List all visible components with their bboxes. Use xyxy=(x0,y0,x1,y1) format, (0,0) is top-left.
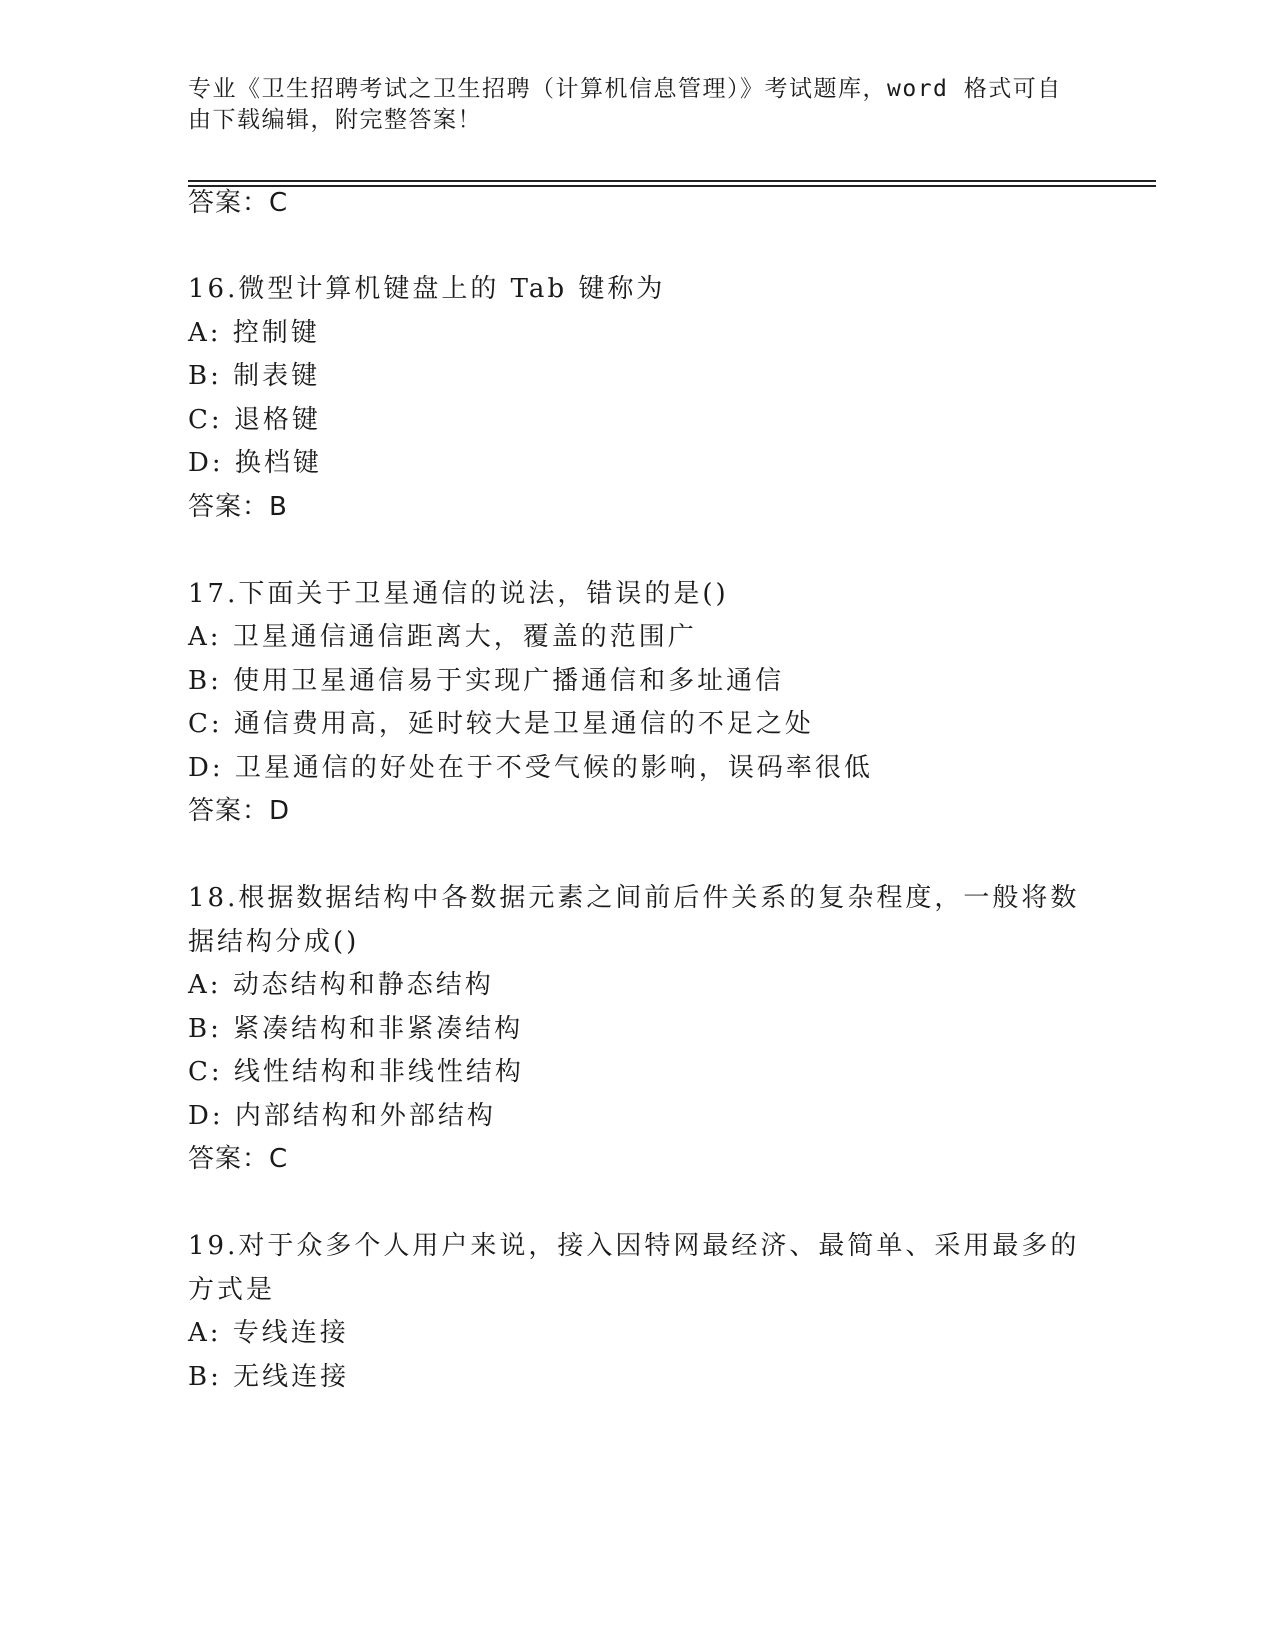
question-19-line-1: 19.对于众多个人用户来说，接入因特网最经济、最简单、采用最多的 xyxy=(188,1231,1080,1261)
q19-option-a: A: 专线连接 xyxy=(188,1318,349,1348)
question-18-line-1: 18.根据数据结构中各数据元素之间前后件关系的复杂程度，一般将数 xyxy=(188,883,1080,913)
header-divider-bottom xyxy=(188,185,1156,187)
q17-option-a: A: 卫星通信通信距离大，覆盖的范围广 xyxy=(188,622,697,652)
q17-option-c: C: 通信费用高，延时较大是卫星通信的不足之处 xyxy=(188,709,814,739)
document-header: 专业《卫生招聘考试之卫生招聘（计算机信息管理）》考试题库，word 格式可自由下载编辑，附完整答案！ xyxy=(188,76,1062,133)
q17-option-b: B: 使用卫星通信易于实现广播通信和多址通信 xyxy=(188,666,785,696)
answer-18: 答案：C xyxy=(188,1144,289,1174)
header-divider-top xyxy=(188,180,1156,182)
q16-option-a: A: 控制键 xyxy=(188,318,320,348)
q18-option-b: B: 紧凑结构和非紧凑结构 xyxy=(188,1014,524,1044)
q18-option-d: D: 内部结构和外部结构 xyxy=(188,1101,496,1131)
q16-option-d: D: 换档键 xyxy=(188,448,322,478)
q18-option-a: A: 动态结构和静态结构 xyxy=(188,970,494,1000)
q17-option-d: D: 卫星通信的好处在于不受气候的影响，误码率很低 xyxy=(188,753,873,783)
question-19-line-2: 方式是 xyxy=(188,1275,276,1305)
answer-15: 答案：C xyxy=(188,188,289,218)
answer-16: 答案：B xyxy=(188,492,288,522)
question-16: 16.微型计算机键盘上的 Tab 键称为 xyxy=(188,274,666,304)
answer-17: 答案：D xyxy=(188,796,291,826)
q19-option-b: B: 无线连接 xyxy=(188,1362,350,1392)
q16-option-c: C: 退格键 xyxy=(188,405,321,435)
question-18-line-2: 据结构分成() xyxy=(188,927,360,957)
q16-option-b: B: 制表键 xyxy=(188,361,321,391)
question-17: 17.下面关于卫星通信的说法，错误的是() xyxy=(188,579,729,609)
q18-option-c: C: 线性结构和非线性结构 xyxy=(188,1057,524,1087)
